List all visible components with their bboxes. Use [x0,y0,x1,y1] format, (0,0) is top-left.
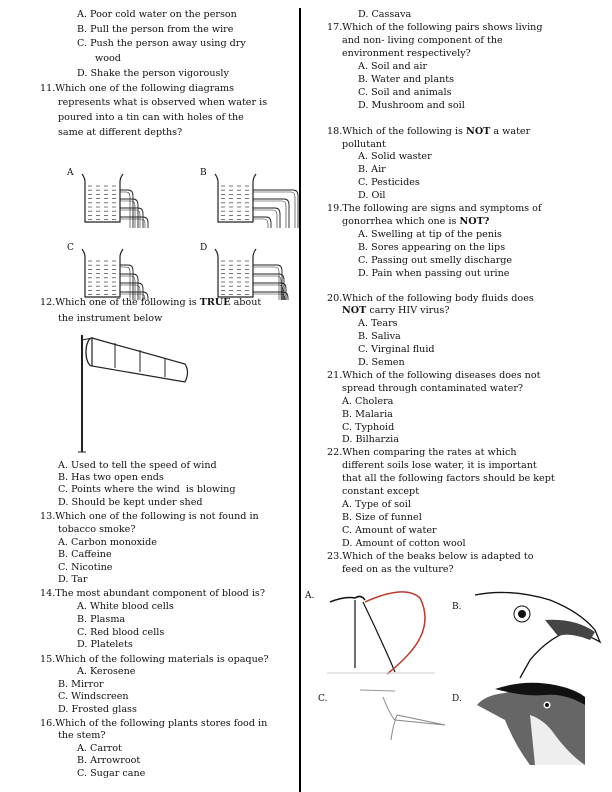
answer-option: D. Tar [58,574,88,585]
beak-label-a: A. [305,591,315,601]
answer-option: B. Malaria [342,409,393,420]
answer-option: B. Size of funnel [342,512,422,523]
answer-option: B. Saliva [358,331,401,342]
emphasis-text: NOT [342,305,367,316]
windsock-image [70,330,210,460]
question-text-continued: represents what is observed when water is [58,97,268,108]
beak-label-d: D. [452,694,462,704]
diagram-label-b: B [200,168,207,178]
answer-option: A. Carrot [77,743,122,754]
question-text-continued: different soils lose water, it is important [342,460,537,471]
answer-option: B. Sores appearing on the lips [358,242,506,253]
text-segment: about [230,297,262,308]
answer-option: A. White blood cells [77,601,174,612]
answer-option: D. Should be kept under shed [58,497,203,508]
answer-option: B. Pull the person from the wire [77,24,234,35]
question-text [327,126,530,138]
text-segment: gonorrhea which one is [342,216,460,227]
answer-option: A. Cholera [342,396,394,407]
answer-option: B. Plasma [77,614,126,625]
question-text-continued: wood [95,53,121,64]
answer-option: A. Solid waster [358,151,432,162]
answer-option: D. Shake the person vigorously [77,68,229,79]
question-text: 23.Which of the beaks below is adapted to [327,551,534,562]
question-text-continued [342,305,450,317]
answer-option: C. Red blood cells [77,627,165,638]
question-text-continued: same at different depths? [58,127,183,138]
diagram-label-d: D [200,243,208,253]
question-text-continued: constant except [342,486,420,497]
answer-option: A. Tears [358,318,398,329]
beak-d-image [475,675,605,770]
answer-option: C. Nicotine [58,562,113,573]
question-text: 11.Which one of the following diagrams [40,83,235,94]
beak-b-image [470,590,610,680]
answer-option: C. Passing out smelly discharge [358,255,513,266]
question-text-continued: tobacco smoke? [58,524,136,535]
answer-option: B. Water and plants [358,74,455,85]
answer-option: A. Swelling at tip of the penis [358,229,502,240]
answer-option: D. Mushroom and soil [358,100,465,111]
column-divider [299,8,301,792]
answer-option: A. Kerosene [77,666,136,677]
text-segment: a water [490,126,531,137]
question-text-continued: pollutant [342,139,386,150]
answer-option: D. Pain when passing out urine [358,268,510,279]
question-text: 19.The following are signs and symptoms of [327,203,542,214]
answer-option: D. Platelets [77,639,133,650]
emphasis-text: NOT? [459,216,490,227]
text-segment: 12.Which one of the following is [40,297,200,308]
answer-option: C. Points where the wind is blowing [58,484,236,495]
text-segment: 18.Which of the following is [327,126,467,137]
answer-option: A. Poor cold water on the person [77,9,237,20]
diagram-label-a: A [67,168,74,178]
beak-label-b: B. [452,602,462,612]
question-text-continued: and non- living component of the [342,35,503,46]
answer-option: B. Arrowroot [77,755,141,766]
question-text: 22.When comparing the rates at which [327,447,517,458]
question-text-continued: that all the following factors should be kept [342,473,555,484]
answer-option: C. Amount of water [342,525,437,536]
question-text-continued: poured into a tin can with holes of the [58,112,244,123]
question-text: 13.Which one of the following is not found in [40,511,259,522]
question-text: 16.Which of the following plants stores food in [40,718,268,729]
beak-a-image [325,588,445,678]
tin-can-diagrams [0,150,300,300]
answer-option: C. Typhoid [342,422,395,433]
answer-option: A. Carbon monoxide [58,537,157,548]
answer-option: B. Has two open ends [58,472,164,483]
answer-option: C. Soil and animals [358,87,452,98]
answer-option: D. Bilharzia [342,434,399,445]
question-text: 15.Which of the following materials is opaque? [40,654,269,665]
question-text: 14.The most abundant component of blood is? [40,588,265,599]
emphasis-text: NOT [466,126,491,137]
answer-option: C. Push the person away using dry [77,38,246,49]
answer-option: C. Sugar cane [77,768,146,779]
answer-option: D. Semen [358,357,405,368]
answer-option: D. Amount of cotton wool [342,538,466,549]
emphasis-text: TRUE [199,297,231,308]
answer-option: C. Virginal fluid [358,344,435,355]
answer-option: C. Windscreen [58,691,129,702]
question-text-continued: feed on as the vulture? [342,564,454,575]
answer-option: A. Type of soil [342,499,411,510]
question-text-continued: the stem? [58,730,106,741]
answer-option: B. Air [358,164,386,175]
question-text: 17.Which of the following pairs shows living [327,22,543,33]
question-text-continued: environment respectively? [342,48,471,59]
answer-option: A. Used to tell the speed of wind [58,460,217,471]
answer-option: A. Soil and air [358,61,428,72]
question-text-continued: spread through contaminated water? [342,383,524,394]
answer-option: D. Oil [358,190,386,201]
answer-option: D. Frosted glass [58,704,137,715]
diagram-label-c: C [67,243,74,253]
beak-label-c: C. [318,694,328,704]
answer-option: B. Mirror [58,679,104,690]
question-text-continued [342,216,489,228]
question-text: 21.Which of the following diseases does not [327,370,541,381]
question-text-continued: the instrument below [58,313,163,324]
beak-c-image [355,685,465,745]
answer-option: D. Cassava [358,9,412,20]
question-text: 20.Which of the following body fluids does [327,293,534,304]
answer-option: C. Pesticides [358,177,420,188]
text-segment: carry HIV virus? [366,305,450,316]
answer-option: B. Caffeine [58,549,112,560]
